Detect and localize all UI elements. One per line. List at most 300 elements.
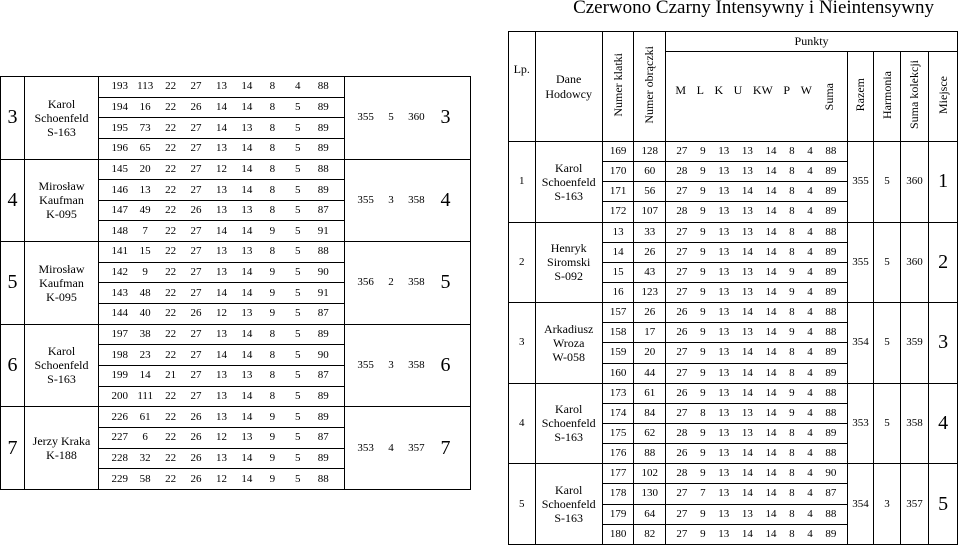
score-value: 26 [190,431,202,444]
bird-scores-cell [99,138,345,159]
total-value: 355 [357,193,374,206]
header-dane-line1: Dane [556,71,582,86]
score-value: 14 [241,224,253,237]
score-value: 15 [139,245,151,258]
score-value: 26 [190,307,202,320]
right-results-table [508,31,958,545]
point-value: 4 [807,306,813,319]
score-value: 27 [190,80,202,93]
bird-scores-cell [99,262,345,283]
bird-scores [99,474,344,485]
collection-totals-cell [345,242,471,325]
score-value: 5 [295,183,301,196]
score-value: 113 [137,80,154,93]
ring-number: 82 [634,524,666,544]
score-value: 195 [111,121,128,134]
table-row [509,222,958,242]
point-value: 89 [825,286,837,299]
cage-number: 172 [602,202,634,222]
breeder-line: Karol [555,483,583,498]
points [666,468,847,479]
page-title: Czerwono Czarny Intensywny i Nieintensywny [573,0,934,18]
points [666,307,847,318]
header-numer-obraczki [634,32,666,142]
score-value: 142 [111,266,128,279]
header-harmonia [874,52,901,142]
bird-scores-cell [99,97,345,118]
cage-number: 175 [602,423,634,443]
header-dane-hodowcy [535,32,602,142]
breeder-line: S-092 [554,269,584,284]
score-value: 5 [295,369,301,382]
bird-scores [99,308,344,319]
score-value: 12 [215,162,227,175]
breeder-line: S-163 [554,430,584,445]
point-value: 89 [825,346,837,359]
cage-number: 177 [602,464,634,484]
point-value: 8 [789,205,795,218]
collection-totals-cell [345,407,471,490]
cage-number: 16 [602,282,634,302]
place-number: 4 [440,188,451,211]
score-value: 5 [295,348,301,361]
bird-scores-cell [99,469,345,490]
miejsce-cell: 1 [929,142,958,223]
point-value: 14 [765,346,777,359]
left-results-table [0,76,471,490]
table-row [509,383,958,403]
score-value: 27 [190,183,202,196]
point-value: 8 [789,507,795,520]
points-cell [666,423,848,443]
total-value: 3 [388,193,394,206]
score-value: 26 [190,451,202,464]
cage-number: 13 [602,222,634,242]
breeder-line: S-163 [554,188,584,203]
score-value: 14 [215,286,227,299]
point-value: 8 [789,447,795,460]
point-value: 89 [825,205,837,218]
point-value: 9 [700,366,706,379]
points-cell [666,202,848,222]
point-value: 88 [825,145,837,158]
score-value: 13 [241,369,253,382]
point-value: 7 [700,487,706,500]
cage-number: 176 [602,444,634,464]
score-value: 26 [190,410,202,423]
razem-cell: 355 [847,142,874,223]
points [666,428,847,439]
point-value: 4 [807,386,813,399]
place-number: 3 [440,106,451,129]
total-value: 5 [388,111,394,124]
point-value: 26 [676,447,688,460]
place-number: 5 [440,271,451,294]
point-value: 9 [700,205,706,218]
point-value: 14 [765,366,777,379]
point-value: 9 [789,386,795,399]
header-col-u: U [733,82,743,97]
point-value: 8 [789,366,795,379]
suma-kolekcji-cell: 359 [900,303,929,384]
ring-number: 88 [634,444,666,464]
score-value: 8 [269,121,276,134]
lp-cell: 3 [509,303,536,384]
point-value: 13 [741,225,753,238]
breeder-line: Mirosław [38,179,85,194]
points-cell [666,504,848,524]
point-value: 14 [765,205,777,218]
point-value: 14 [765,265,777,278]
point-value: 27 [676,487,688,500]
header-suma-kolekcji [900,52,929,142]
score-value: 91 [317,224,329,237]
place-cell: 3 [1,77,25,160]
points-cell [666,242,848,262]
bird-scores-cell [99,304,345,325]
point-value: 26 [676,306,688,319]
cage-number: 170 [602,162,634,182]
ring-number: 26 [634,303,666,323]
score-value: 22 [165,286,177,299]
point-value: 14 [741,386,753,399]
collection-totals [345,353,470,376]
point-value: 13 [741,145,753,158]
point-value: 14 [741,467,753,480]
points [666,388,847,399]
point-value: 14 [741,306,753,319]
harmonia-cell: 5 [874,383,901,464]
point-value: 89 [825,427,837,440]
point-value: 14 [765,507,777,520]
cage-number: 174 [602,403,634,423]
ring-number: 33 [634,222,666,242]
score-value: 13 [241,204,253,217]
point-value: 14 [741,366,753,379]
points [666,247,847,258]
header-dane-line2: Hodowcy [545,86,593,101]
point-value: 8 [789,346,795,359]
score-value: 229 [111,472,128,485]
bird-scores-cell [99,448,345,469]
point-value: 27 [676,145,688,158]
table-row [1,242,471,263]
score-value: 12 [215,472,227,485]
ring-number: 123 [634,282,666,302]
score-value: 5 [295,410,301,423]
bird-scores-cell [99,324,345,345]
point-value: 9 [700,326,706,339]
points-cell [666,403,848,423]
points-cell [666,343,848,363]
point-value: 88 [825,326,837,339]
score-value: 13 [215,80,227,93]
score-value: 26 [190,100,202,113]
point-value: 9 [700,165,706,178]
score-value: 89 [317,183,329,196]
score-value: 13 [241,431,253,444]
point-value: 13 [718,427,730,440]
score-value: 5 [295,162,301,175]
point-value: 14 [765,386,777,399]
score-value: 14 [241,80,253,93]
breeder-cell [535,303,602,384]
place-cell: 5 [1,242,25,325]
score-value: 14 [241,100,253,113]
point-value: 13 [741,507,753,520]
lp-cell: 5 [509,464,536,545]
place-cell: 7 [1,407,25,490]
collection-totals [345,436,470,459]
score-value: 5 [295,431,301,444]
point-value: 9 [700,225,706,238]
total-value: 4 [388,441,394,454]
score-value: 88 [317,80,329,93]
point-value: 14 [765,145,777,158]
score-value: 13 [241,307,253,320]
breeder-line: Karol [555,160,583,175]
ring-number: 43 [634,262,666,282]
score-value: 5 [295,286,301,299]
bird-scores [99,329,344,340]
point-value: 4 [807,467,813,480]
point-value: 4 [807,447,813,460]
point-value: 9 [700,507,706,520]
point-value: 14 [765,165,777,178]
score-value: 193 [111,80,128,93]
point-value: 8 [789,245,795,258]
breeder-line: Schoenfeld [541,497,596,512]
score-value: 23 [139,348,151,361]
points-cell [666,142,848,162]
breeder-cell [25,324,99,407]
header-numer-klatki [602,32,634,142]
score-value: 88 [317,472,329,485]
points [666,448,847,459]
total-value: 358 [408,358,425,371]
point-value: 88 [825,386,837,399]
point-value: 4 [807,527,813,540]
score-value: 16 [139,100,151,113]
point-value: 8 [700,406,706,419]
point-value: 27 [676,265,688,278]
score-value: 13 [215,389,227,402]
point-value: 9 [700,306,706,319]
score-value: 40 [139,307,151,320]
collection-totals [345,188,470,211]
score-value: 14 [241,286,253,299]
table-row [509,142,958,162]
bird-scores-cell [99,221,345,242]
header-razem-text: Razem [852,77,867,112]
breeder-line: Karol [47,96,76,111]
score-value: 14 [241,328,253,340]
score-value: 73 [139,121,151,134]
score-value: 9 [269,472,276,485]
ring-number: 130 [634,484,666,504]
score-value: 22 [165,224,177,237]
score-value: 22 [165,307,177,320]
points [666,287,847,298]
point-value: 9 [700,386,706,399]
score-value: 147 [111,204,128,217]
ring-number: 64 [634,504,666,524]
score-value: 5 [295,100,301,113]
score-value: 5 [295,389,301,402]
bird-scores-cell [99,180,345,201]
point-value: 27 [676,366,688,379]
score-value: 12 [215,431,227,444]
points-cell [666,444,848,464]
bird-scores [99,123,344,134]
score-value: 194 [111,100,128,113]
point-value: 13 [718,366,730,379]
score-value: 148 [111,224,128,237]
bird-scores [99,226,344,237]
point-value: 13 [718,165,730,178]
point-value: 88 [825,225,837,238]
point-value: 8 [789,487,795,500]
score-value: 58 [139,472,151,485]
bird-scores [99,267,344,278]
point-value: 89 [825,527,837,540]
point-value: 27 [676,225,688,238]
score-value: 13 [241,245,253,258]
score-value: 9 [269,224,276,237]
table-row [1,77,471,98]
cage-number: 15 [602,262,634,282]
bird-scores-cell [99,118,345,139]
score-value: 89 [317,410,329,423]
breeder-line: Schoenfeld [34,110,89,125]
score-value: 14 [241,266,253,279]
table-row [1,159,471,180]
cage-number: 180 [602,524,634,544]
point-value: 13 [741,265,753,278]
total-value: 358 [408,193,425,206]
bird-scores [99,412,344,423]
score-value: 48 [139,286,151,299]
point-value: 8 [789,185,795,198]
score-value: 144 [111,307,128,320]
point-value: 14 [741,487,753,500]
ring-number: 17 [634,323,666,343]
point-value: 88 [825,447,837,460]
score-value: 198 [111,348,128,361]
suma-kolekcji-cell: 360 [900,222,929,303]
header-col-k: K [714,82,724,97]
table-row [1,407,471,428]
point-value: 9 [700,286,706,299]
point-value: 13 [718,245,730,258]
score-value: 200 [111,389,128,402]
score-value: 14 [241,451,253,464]
breeder-line: Schoenfeld [34,358,89,373]
breeder-cell [25,242,99,325]
points-cell [666,363,848,383]
score-value: 27 [190,162,202,175]
score-value: 20 [139,162,151,175]
bird-scores [99,102,344,113]
point-value: 14 [765,487,777,500]
score-value: 22 [165,204,177,217]
score-value: 5 [295,224,301,237]
score-value: 26 [190,472,202,485]
score-value: 89 [317,328,329,340]
point-value: 88 [825,306,837,319]
place-cell: 4 [1,159,25,242]
ring-number: 26 [634,242,666,262]
score-value: 22 [165,121,177,134]
score-value: 4 [295,80,301,93]
breeder-line: Schoenfeld [541,416,596,431]
point-value: 14 [741,527,753,540]
point-value: 27 [676,527,688,540]
score-value: 89 [317,121,329,134]
total-value: 2 [388,276,394,289]
point-value: 9 [700,265,706,278]
score-value: 22 [165,245,177,258]
score-value: 143 [111,286,128,299]
point-value: 9 [700,427,706,440]
cage-number: 157 [602,303,634,323]
header-col-kw: KW [752,82,773,97]
suma-kolekcji-cell: 360 [900,142,929,223]
collection-totals-cell [345,159,471,242]
bird-scores [99,164,344,175]
point-value: 28 [676,467,688,480]
breeder-line: Arkadiusz [544,321,594,336]
score-value: 9 [269,451,276,464]
score-value: 89 [317,142,329,155]
breeder-line: K-188 [46,448,77,463]
breeder-line: W-058 [552,349,586,364]
score-value: 14 [241,142,253,155]
point-value: 4 [807,286,813,299]
score-value: 13 [215,328,227,340]
total-value: 356 [357,276,374,289]
breeder-line: S-163 [554,511,584,526]
point-value: 14 [765,326,777,339]
bird-scores [99,391,344,402]
breeder-cell [25,159,99,242]
point-value: 13 [718,265,730,278]
collection-totals-cell [345,324,471,407]
score-value: 14 [139,369,151,382]
point-value: 8 [789,225,795,238]
breeder-cell [535,383,602,464]
table-row [509,303,958,323]
point-value: 4 [807,346,813,359]
point-value: 9 [700,245,706,258]
points [666,509,847,520]
cage-number: 158 [602,323,634,343]
score-value: 9 [269,410,276,423]
point-value: 8 [789,427,795,440]
bird-scores [99,288,344,299]
place-number: 7 [440,436,451,459]
point-value: 13 [718,346,730,359]
score-value: 38 [139,328,151,340]
score-value: 13 [215,266,227,279]
score-value: 14 [215,100,227,113]
breeder-line: Kaufman [39,193,84,208]
breeder-cell [535,222,602,303]
point-value: 13 [718,326,730,339]
score-value: 227 [111,431,128,444]
razem-cell: 354 [847,464,874,545]
score-value: 226 [111,410,128,423]
